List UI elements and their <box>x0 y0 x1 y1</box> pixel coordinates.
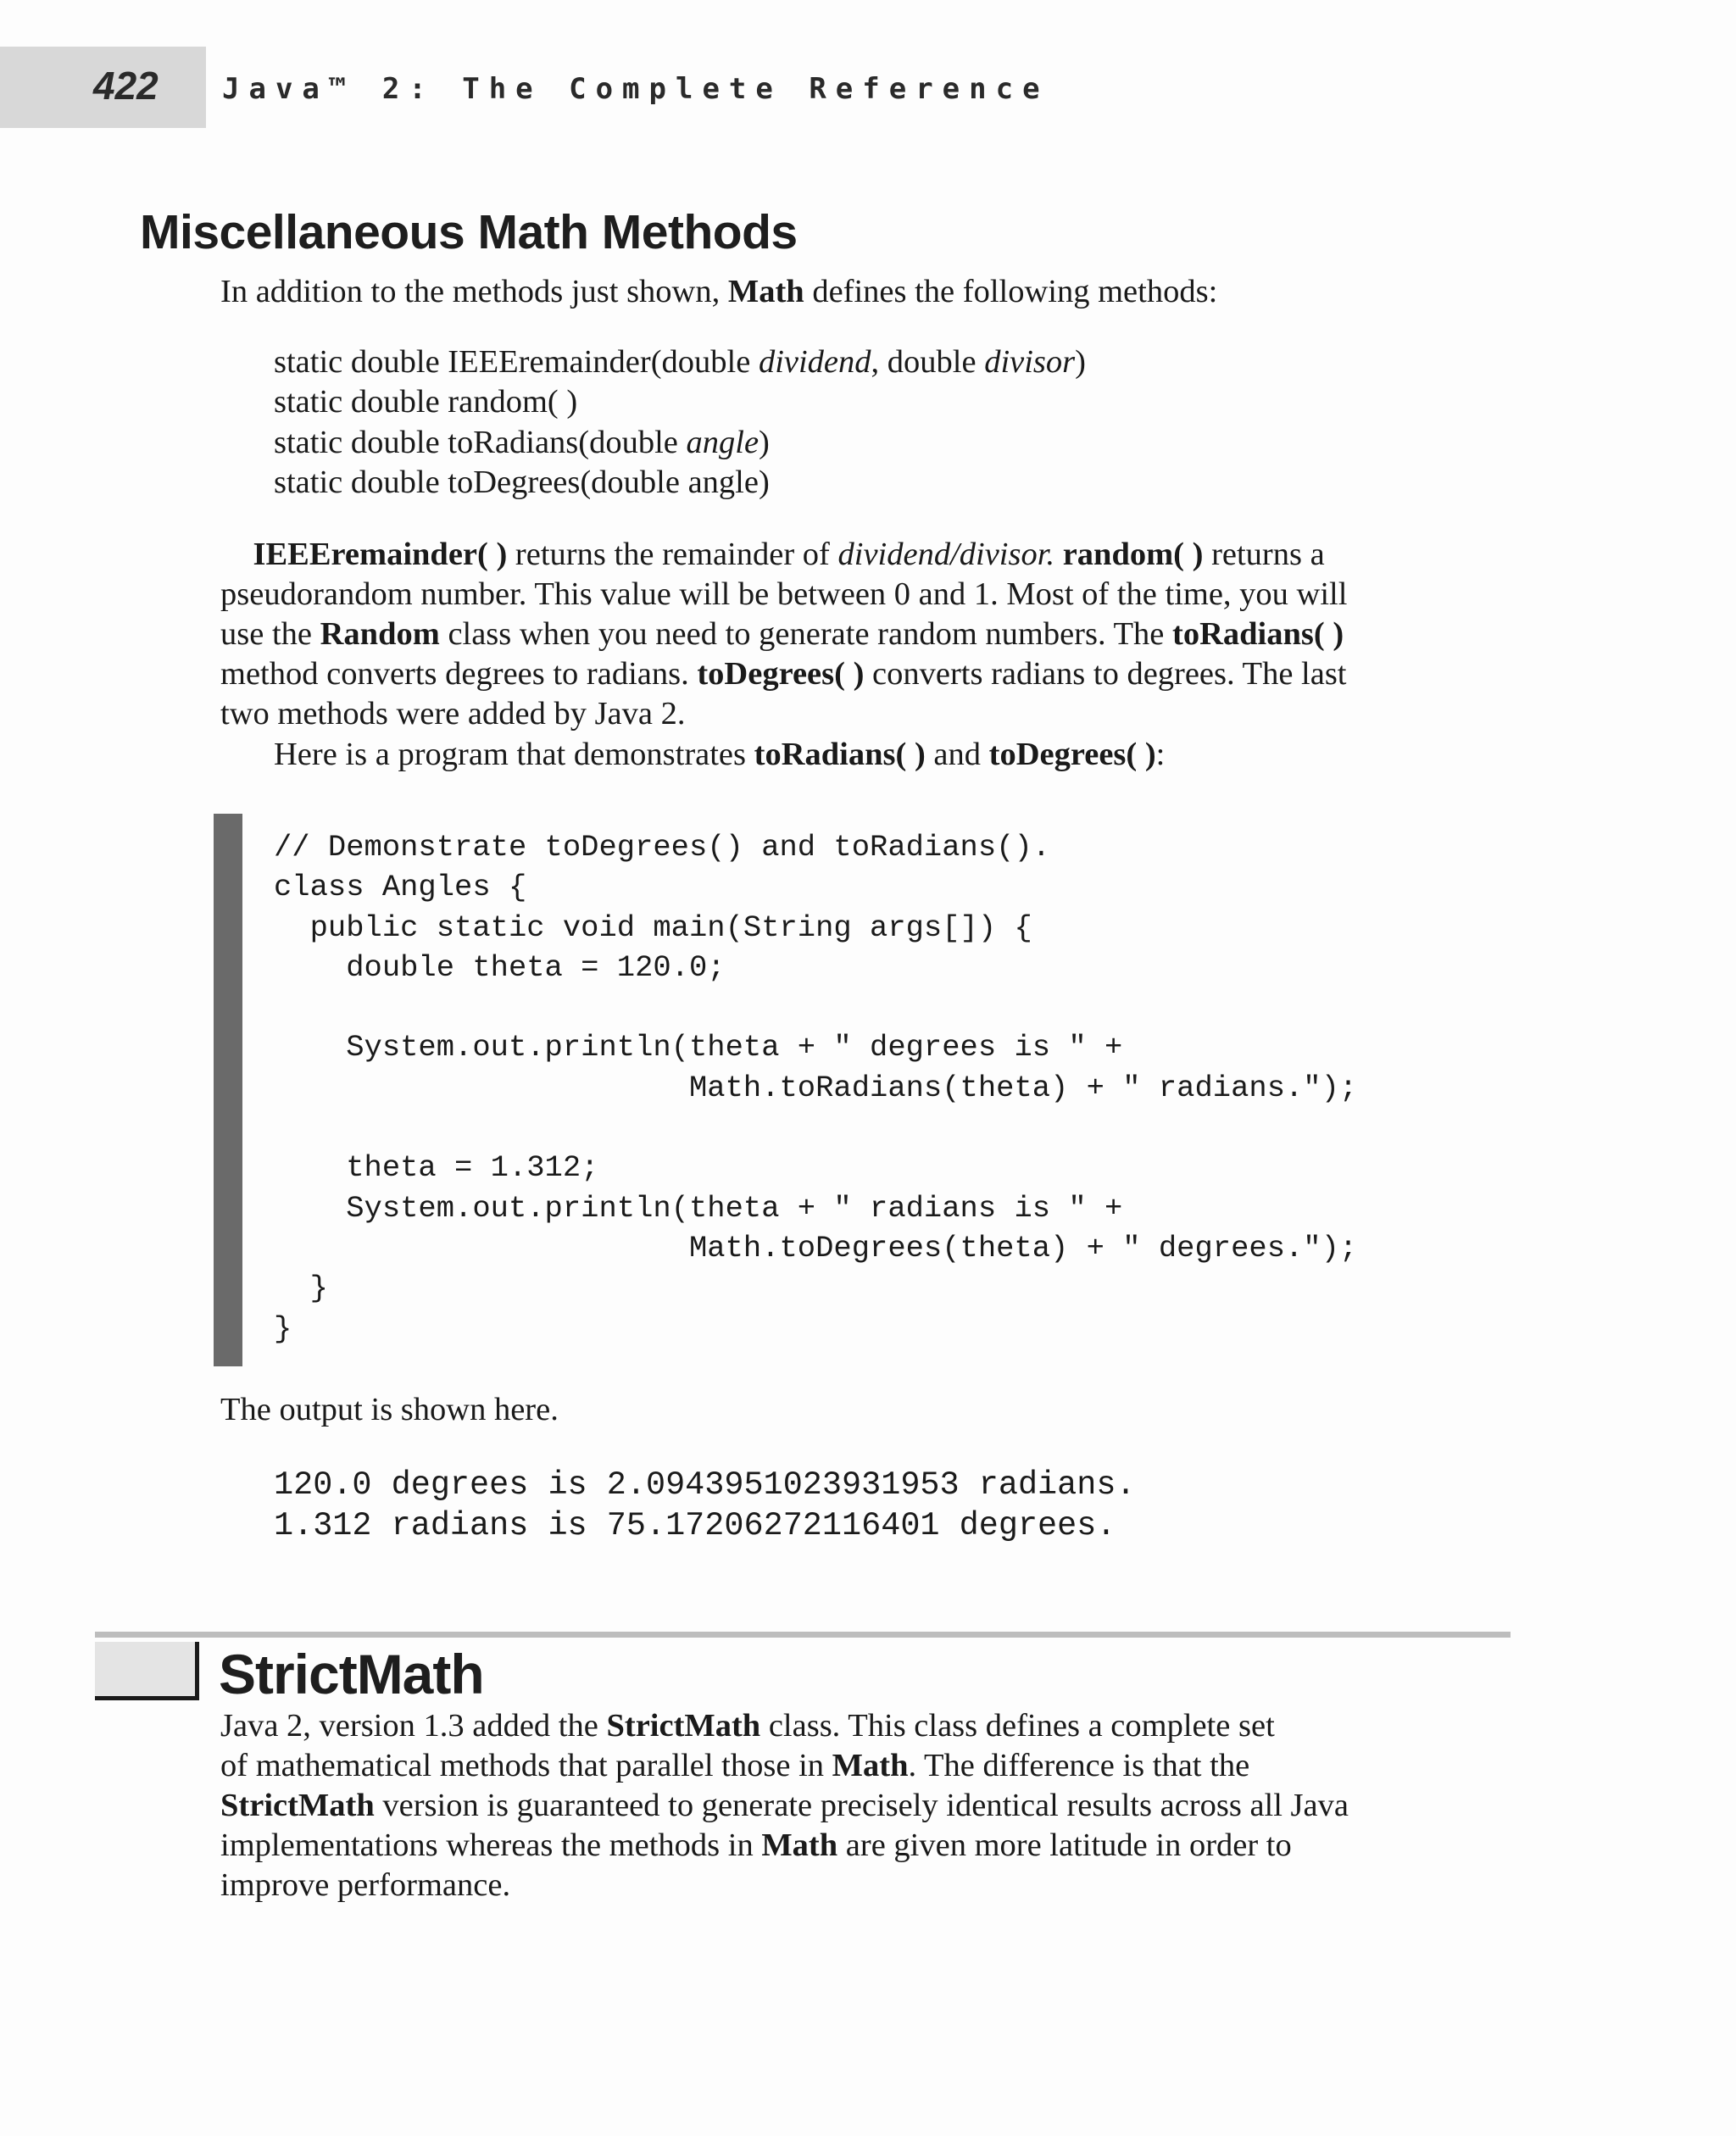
description-body: pseudorandom number. This value will be between 0 and 1. Most of the time, you will use the Random class when you need to generate random numbers. The toRadians( ) method converts degrees to radians. toDegrees( ) converts radians to degrees. The last two methods were added by Java 2. <box>220 576 1348 731</box>
signature-ieeeremainder: static double IEEEremainder(double dividend, double divisor) <box>274 344 1086 380</box>
program-intro-paragraph: Here is a program that demonstrates toRadians( ) and toDegrees( ): <box>274 737 1166 772</box>
code-listing: // Demonstrate toDegrees() and toRadians(). class Angles { public static void main(String args[]) { double theta = 120.0; System.out.println(theta + " degrees is " + Math.toRadians(theta) + " radians."); theta = 1.312; System.out.println(theta + " radians is " + Math.toDegrees(theta) + " degrees."); } } <box>274 830 1358 1346</box>
signature-toradians: static double toRadians(double angle) <box>274 424 770 460</box>
section-divider-rule <box>95 1632 1511 1638</box>
signature-todegrees: static double toDegrees(double angle) <box>274 464 770 500</box>
section-heading-misc-math: Miscellaneous Math Methods <box>140 205 798 259</box>
section-heading-strictmath: StrictMath <box>219 1643 484 1705</box>
strictmath-paragraph: Java 2, version 1.3 added the StrictMath class. This class defines a complete set of mathematical methods that parallel those in Math. The difference is that the StrictMath version is guaranteed to generate precisely identical results across all Java implementations whereas the methods in Math are given more latitude in order to improve performance. <box>220 1708 1349 1903</box>
running-head: Java™ 2: The Complete Reference <box>222 72 1049 106</box>
output-intro: The output is shown here. <box>220 1392 559 1427</box>
code-block-bar <box>214 814 242 1366</box>
program-output: 120.0 degrees is 2.0943951023931953 radians. 1.312 radians is 75.17206272116401 degrees. <box>274 1466 1136 1544</box>
page-number: 422 <box>93 64 159 108</box>
intro-paragraph: In addition to the methods just shown, Math defines the following methods: <box>220 274 1218 309</box>
signature-random: static double random( ) <box>274 384 578 420</box>
section-marker-icon <box>95 1642 199 1700</box>
description-paragraph-cont <box>220 575 1526 734</box>
method-signatures <box>274 342 1086 503</box>
description-paragraph: IEEEremainder( ) returns the remainder of dividend/divisor. random( ) returns a <box>253 537 1325 572</box>
